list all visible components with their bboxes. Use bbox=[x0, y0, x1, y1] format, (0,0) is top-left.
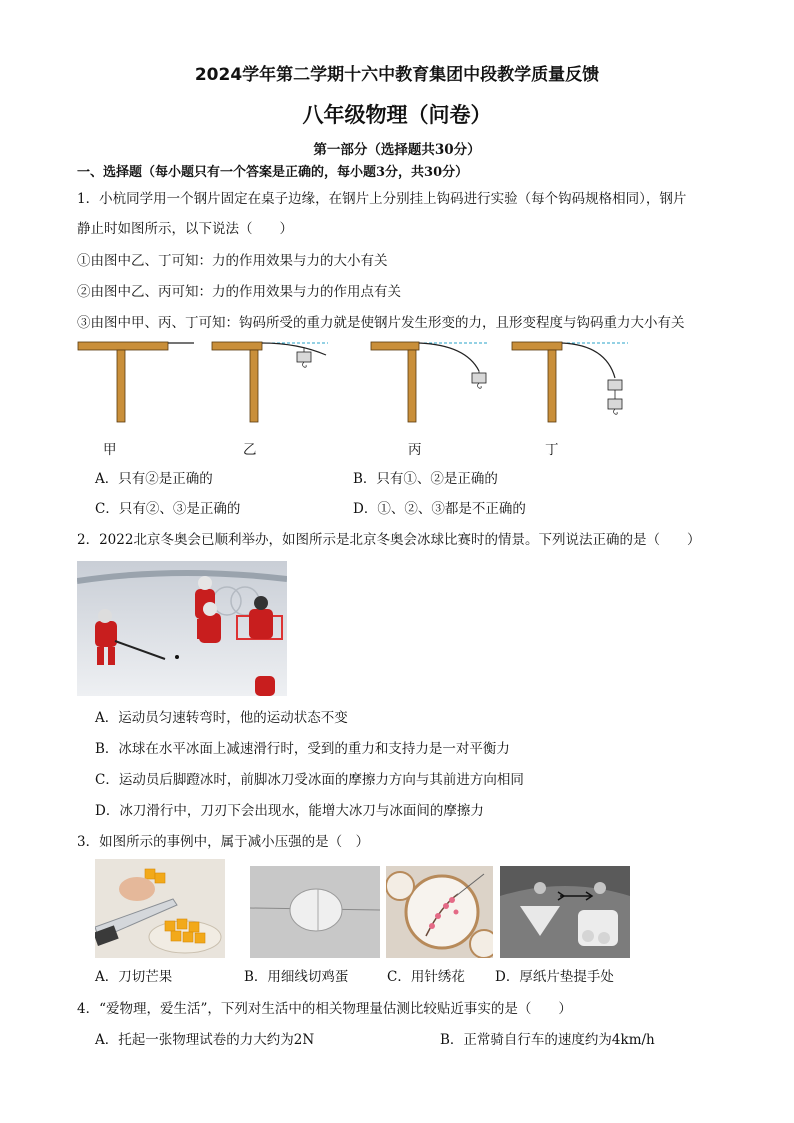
exam-title: 2024学年第二学期十六中教育集团中段教学质量反馈 bbox=[194, 65, 600, 85]
hook-weight-2 bbox=[297, 352, 311, 362]
steel-strip-3 bbox=[419, 343, 479, 371]
ice-hockey-photo bbox=[77, 561, 287, 696]
q3-option-b: B．用细线切鸡蛋 bbox=[244, 969, 349, 985]
q1-figure bbox=[70, 335, 670, 425]
q2-stem: 2．2022北京冬奥会已顺利举办，如图所示是北京冬奥会冰球比赛时的情景。下列说法正确的是（ ） bbox=[77, 532, 701, 548]
q4-option-a: A．托起一张物理试卷的力大约为2N bbox=[95, 1032, 315, 1048]
embroidery-photo bbox=[386, 866, 493, 958]
bag-handle-photo bbox=[500, 866, 630, 958]
table-top-4 bbox=[512, 342, 562, 350]
hook-weight-4b bbox=[608, 399, 622, 409]
q3-option-c: C．用针绣花 bbox=[387, 969, 465, 985]
section-heading: 一、选择题（每小题只有一个答案是正确的，每小题3分，共30分） bbox=[77, 165, 469, 180]
table-leg-4 bbox=[548, 350, 556, 422]
mango-cutting-photo bbox=[95, 859, 225, 958]
q4-option-b: B．正常骑自行车的速度约为4km/h bbox=[440, 1032, 655, 1048]
fig-label-yi: 乙 bbox=[243, 442, 257, 458]
table-top-3 bbox=[371, 342, 419, 350]
hook-weight-4a bbox=[608, 380, 622, 390]
egg-cutting-photo bbox=[250, 866, 380, 958]
exam-subtitle: 八年级物理（问卷） bbox=[302, 103, 492, 127]
steel-strip-2 bbox=[262, 343, 326, 355]
q1-statement-1: ①由图中乙、丁可知：力的作用效果与力的大小有关 bbox=[77, 253, 388, 269]
fig-label-jia: 甲 bbox=[103, 442, 117, 458]
q4-stem: 4．“爱物理，爱生活”，下列对生活中的相关物理量估测比较贴近事实的是（ ） bbox=[77, 1001, 572, 1017]
q3-option-d: D．厚纸片垫提手处 bbox=[495, 969, 614, 985]
q1-statement-3: ③由图中甲、丙、丁可知：钩码所受的重力就是使钢片发生形变的力，且形变程度与钩码重力大小有关 bbox=[77, 315, 685, 331]
q1-option-c: C．只有②、③是正确的 bbox=[95, 501, 241, 517]
q2-option-a: A．运动员匀速转弯时，他的运动状态不变 bbox=[95, 710, 348, 726]
fig-label-ding: 丁 bbox=[545, 442, 559, 458]
q3-option-a: A．刀切芒果 bbox=[95, 969, 173, 985]
fig-label-bing: 丙 bbox=[408, 442, 422, 458]
steel-strip-4 bbox=[562, 343, 615, 378]
hook-weight-3 bbox=[472, 373, 486, 383]
q1-stem-line1: 1．小杭同学用一个钢片固定在桌子边缘，在钢片上分别挂上钩码进行实验（每个钩码规格相同），钢片 bbox=[77, 191, 687, 207]
q2-option-b: B．冰球在水平冰面上减速滑行时，受到的重力和支持力是一对平衡力 bbox=[95, 741, 510, 757]
table-top-1 bbox=[78, 342, 168, 350]
q2-option-c: C．运动员后脚蹬冰时，前脚冰刀受冰面的摩擦力方向与其前进方向相同 bbox=[95, 772, 524, 788]
q1-option-a: A．只有②是正确的 bbox=[95, 471, 213, 487]
table-leg-1 bbox=[117, 350, 125, 422]
q1-option-d: D．①、②、③都是不正确的 bbox=[353, 501, 526, 517]
q2-option-d: D．冰刀滑行中，刀刃下会出现水，能增大冰刀与冰面间的摩擦力 bbox=[95, 803, 484, 819]
table-top-2 bbox=[212, 342, 262, 350]
table-leg-2 bbox=[250, 350, 258, 422]
q1-option-b: B．只有①、②是正确的 bbox=[353, 471, 498, 487]
q1-stem-line2: 静止时如图所示，以下说法（ ） bbox=[77, 221, 293, 237]
q3-stem: 3．如图所示的事例中，属于减小压强的是（ ） bbox=[77, 834, 370, 850]
q1-statement-2: ②由图中乙、丙可知：力的作用效果与力的作用点有关 bbox=[77, 284, 401, 300]
table-leg-3 bbox=[408, 350, 416, 422]
part-heading: 第一部分（选择题共30分） bbox=[313, 142, 481, 158]
